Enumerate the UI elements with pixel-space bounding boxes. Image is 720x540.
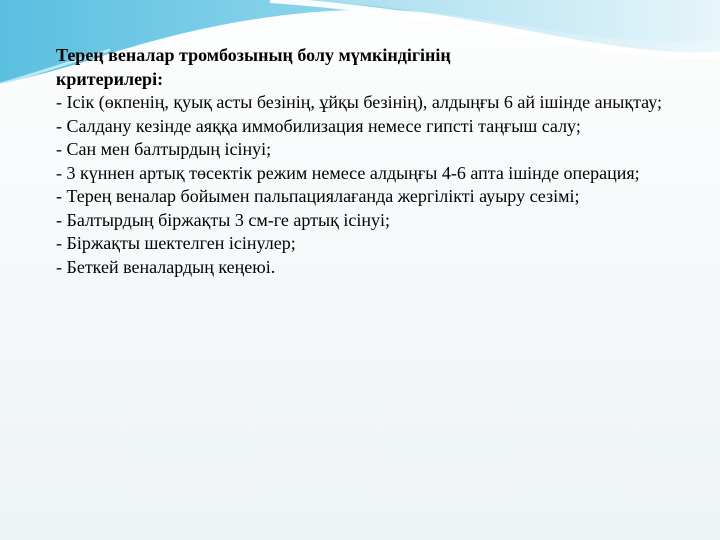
heading-line-2: критерилері: (56, 68, 164, 89)
list-item: - Беткей веналардың кеңеюі. (56, 256, 276, 277)
criteria-list (56, 91, 686, 279)
list-item: - Терең веналар бойымен пальпациялағанда жергілікті ауыру сезімі; (56, 186, 580, 206)
list-item: - Біржақты шектелген ісінулер; (56, 233, 296, 253)
slide-content (56, 44, 686, 279)
list-item: - Ісік (өкпенің, қуық асты безінің, ұйқы безінің), алдыңғы 6 ай ішінде анықтау; (56, 92, 662, 112)
list-item: - Балтырдың біржақты 3 см-ге артық ісінуі; (56, 209, 390, 230)
list-item: - 3 күннен артық төсектік режим немесе алдыңғы 4-6 апта ішінде операция; (56, 162, 640, 183)
slide-heading (56, 44, 686, 91)
heading-line-1: Терең веналар тромбозының болу мүмкіндігінің (56, 45, 451, 65)
list-item: - Салдану кезінде аяққа иммобилизация немесе гипсті таңғыш салу; (56, 115, 581, 136)
list-item: - Сан мен балтырдың ісінуі; (56, 139, 272, 159)
